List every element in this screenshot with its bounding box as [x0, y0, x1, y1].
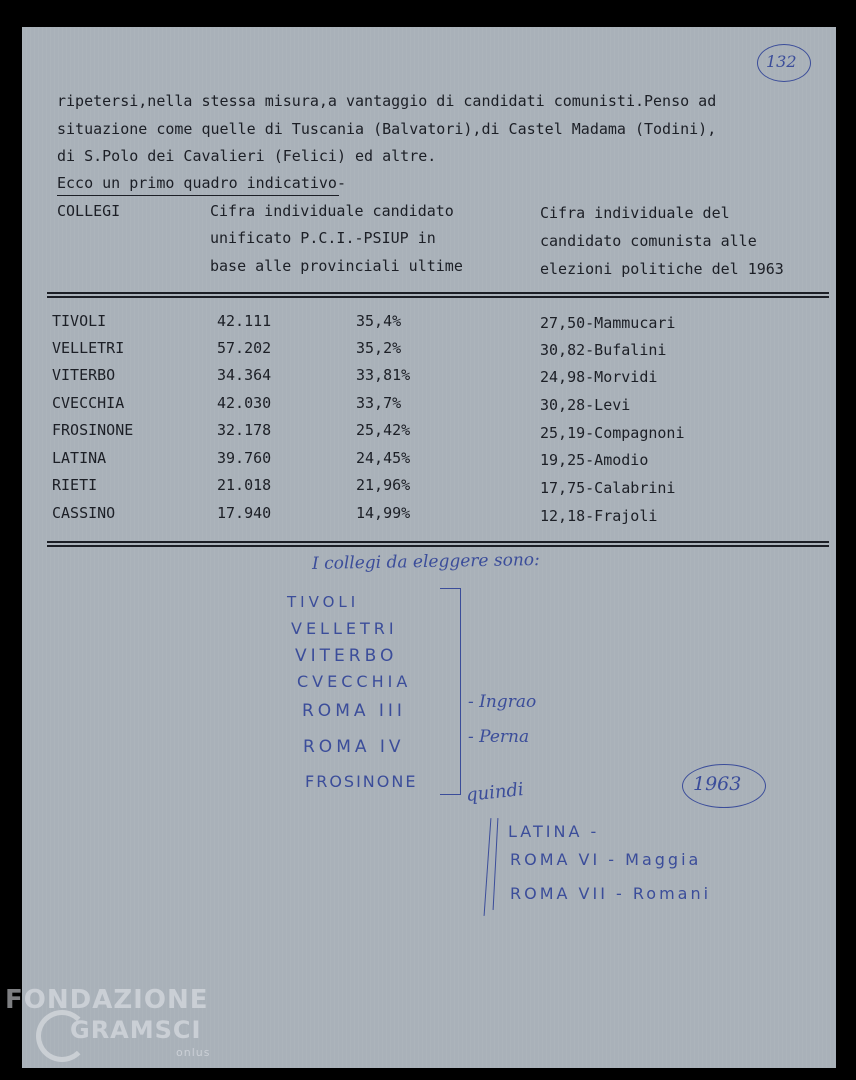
handwritten-list2-item: ROMA VI - Maggia — [510, 850, 702, 869]
handwritten-note: - Perna — [468, 727, 530, 747]
handwritten-list-item: FROSINONE — [305, 772, 418, 791]
header-cand-line-2: candidato comunista alle — [540, 232, 757, 250]
paragraph-line-2: situazione come quelle di Tuscania (Balvatori),di Castel Madama (Todini), — [57, 120, 717, 138]
intro-line: Ecco un primo quadro indicativo- — [57, 174, 346, 192]
cell-voti: 34.364 — [217, 366, 272, 384]
handwritten-list2-item: ROMA VII - Romani — [510, 884, 712, 903]
header-cand-line-3: elezioni politiche del 1963 — [540, 260, 784, 278]
cell-collegio: RIETI — [52, 476, 98, 494]
table-bottom-rule — [47, 541, 829, 547]
cell-collegio: VELLETRI — [52, 339, 125, 357]
handwritten-year: 1963 — [693, 773, 742, 795]
intro-underline — [57, 195, 339, 196]
cell-candidato: 24,98-Morvidi — [540, 368, 658, 386]
handwritten-list2-item: LATINA - — [508, 822, 600, 841]
cell-collegio: TIVOLI — [52, 312, 107, 330]
cell-candidato: 12,18-Frajoli — [540, 507, 658, 525]
cell-collegio: CVECCHIA — [52, 394, 125, 412]
header-cifra-line-2: unificato P.C.I.-PSIUP in — [210, 229, 436, 247]
cell-perc: 33,81% — [356, 366, 411, 384]
cell-perc: 35,4% — [356, 312, 402, 330]
handwritten-bracket — [440, 588, 461, 795]
handwritten-note: - Ingrao — [468, 692, 537, 712]
cell-perc: 21,96% — [356, 476, 411, 494]
header-cand-line-1: Cifra individuale del — [540, 204, 730, 222]
cell-candidato: 17,75-Calabrini — [540, 479, 676, 497]
handwritten-title: I collegi da eleggere sono: — [311, 550, 540, 574]
table-top-rule — [47, 292, 829, 298]
cell-voti: 57.202 — [217, 339, 272, 357]
cell-voti: 17.940 — [217, 504, 272, 522]
page-number: 132 — [766, 52, 797, 71]
handwritten-list-item: VELLETRI — [291, 619, 398, 638]
header-collegi: COLLEGI — [57, 202, 121, 220]
watermark-line-2: GRAMSCI — [70, 1016, 202, 1044]
cell-perc: 14,99% — [356, 504, 411, 522]
handwritten-list-item: CVECCHIA — [297, 672, 412, 691]
watermark-suffix: onlus — [176, 1046, 211, 1059]
cell-perc: 24,45% — [356, 449, 411, 467]
handwritten-list-item: VITERBO — [295, 646, 398, 666]
cell-candidato: 19,25-Amodio — [540, 451, 649, 469]
cell-candidato: 30,28-Levi — [540, 396, 631, 414]
paragraph-line-1: ripetersi,nella stessa misura,a vantaggio di candidati comunisti.Penso ad — [57, 92, 717, 110]
cell-perc: 25,42% — [356, 421, 411, 439]
cell-candidato: 30,82-Bufalini — [540, 341, 667, 359]
cell-voti: 42.111 — [217, 312, 272, 330]
cell-collegio: FROSINONE — [52, 421, 134, 439]
cell-voti: 32.178 — [217, 421, 272, 439]
header-cifra-line-1: Cifra individuale candidato — [210, 202, 454, 220]
handwritten-list-item: ROMA III — [302, 701, 406, 721]
watermark-line-1: FONDAZIONE — [5, 985, 209, 1015]
paragraph-line-3: di S.Polo dei Cavalieri (Felici) ed altre. — [57, 147, 437, 165]
cell-candidato: 25,19-Compagnoni — [540, 424, 685, 442]
handwritten-list-item: TIVOLI — [287, 593, 360, 611]
cell-collegio: VITERBO — [52, 366, 116, 384]
handwritten-quindi: quindi — [465, 779, 525, 806]
cell-perc: 33,7% — [356, 394, 402, 412]
cell-collegio: CASSINO — [52, 504, 116, 522]
cell-candidato: 27,50-Mammucari — [540, 314, 676, 332]
cell-voti: 42.030 — [217, 394, 272, 412]
cell-perc: 35,2% — [356, 339, 402, 357]
cell-collegio: LATINA — [52, 449, 107, 467]
cell-voti: 39.760 — [217, 449, 272, 467]
cell-voti: 21.018 — [217, 476, 272, 494]
header-cifra-line-3: base alle provinciali ultime — [210, 257, 463, 275]
handwritten-list-item: ROMA IV — [303, 737, 405, 757]
